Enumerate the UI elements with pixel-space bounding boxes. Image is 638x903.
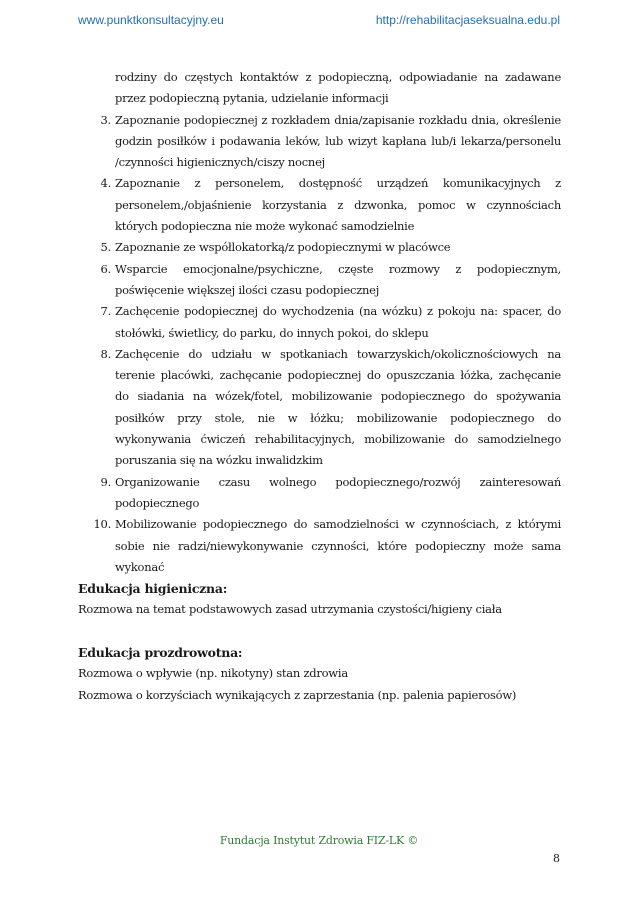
page-header [78, 13, 560, 29]
list-item-number: 4. [100, 176, 111, 191]
list-item-number: 6. [100, 261, 111, 276]
list-item-text: Organizowanie czasu wolnego podopiecznego/rozwój zainteresowań podopiecznego [115, 474, 561, 510]
list-item [78, 472, 561, 515]
list-item-number: 5. [100, 240, 111, 255]
list-item-number: 3. [100, 112, 111, 127]
task-list [78, 67, 561, 578]
list-item-number: 9. [100, 474, 111, 489]
list-item-text: Zachęcenie do udziału w spotkaniach towarzyskich/okolicznościowych na terenie placówki, zachęcanie podopiecznej do opuszczania łóżka, zachęcanie do siadania na wózek/fotel, mobilizowanie podopiecznego do spożywania posiłków przy stole, nie w łóżku; mobilizowanie podopiecznego do wykonywania ćwiczeń rehabilitacyjnych, mobilizowanie do samodzielnego poruszania się na wózku inwalidzkim [115, 346, 561, 468]
list-item [78, 173, 561, 237]
list-item-text: Wsparcie emocjonalne/psychiczne, częste rozmowy z podopiecznym, poświęcenie większej ilości czasu podopiecznej [115, 261, 561, 297]
list-item-number: 8. [100, 346, 111, 361]
list-item [78, 237, 561, 258]
list-item [78, 259, 561, 302]
section-spacer [78, 621, 561, 642]
list-item-text: rodziny do częstych kontaktów z podopieczną, odpowiadanie na zadawane przez podopieczną pytania, udzielanie informacji [115, 70, 561, 106]
list-item-text: Zapoznanie podopiecznej z rozkładem dnia/zapisanie rozkładu dnia, określenie godzin posiłków i podawania leków, lub wizyt kapłana lub/i lekarza/personelu /czynności higienicznych/ciszy nocnej [115, 112, 561, 170]
page-number: 8 [553, 852, 560, 865]
health-text-line: Rozmowa o wpływie (np. nikotyny) stan zdrowia [78, 666, 348, 681]
hygiene-section-title: Edukacja higieniczna: [78, 581, 228, 597]
list-item-continuation [78, 67, 561, 110]
list-item-number: 10. [93, 517, 111, 532]
header-right-link[interactable]: http://rehabilitacjaseksualna.edu.pl [375, 13, 560, 27]
page-content [78, 67, 561, 706]
list-item [78, 344, 561, 472]
list-item [78, 301, 561, 344]
list-item-number: 7. [100, 304, 111, 319]
header-left-link[interactable]: www.punktkonsultacyjny.eu [78, 13, 224, 27]
health-text-line: Rozmowa o korzyściach wynikających z zaprzestania (np. palenia papierosów) [78, 687, 517, 702]
health-section-title: Edukacja prozdrowotna: [78, 645, 243, 661]
list-item-text: Mobilizowanie podopiecznego do samodzielności w czynnościach, z którymi sobie nie radzi/niewykonywanie czynności, które podopieczny może sama wykonać [115, 517, 561, 574]
list-item-text: Zachęcenie podopiecznej do wychodzenia (na wózku) z pokoju na: spacer, do stołówki, świetlicy, do parku, do innych pokoi, do sklepu [115, 304, 561, 340]
list-item [78, 514, 561, 578]
hygiene-text: Rozmowa na temat podstawowych zasad utrzymania czystości/higieny ciała [78, 602, 502, 617]
list-item-text: Zapoznanie ze współlokatorką/z podopiecznymi w placówce [115, 240, 451, 255]
page-footer: Fundacja Instytut Zdrowia FIZ-LK © [219, 834, 419, 847]
list-item [78, 110, 561, 174]
list-item-text: Zapoznanie z personelem, dostępność urządzeń komunikacyjnych z personelem,/objaśnienie korzystania z dzwonka, pomoc w czynnościach których podopieczna nie może wykonać samodzielnie [115, 176, 561, 234]
